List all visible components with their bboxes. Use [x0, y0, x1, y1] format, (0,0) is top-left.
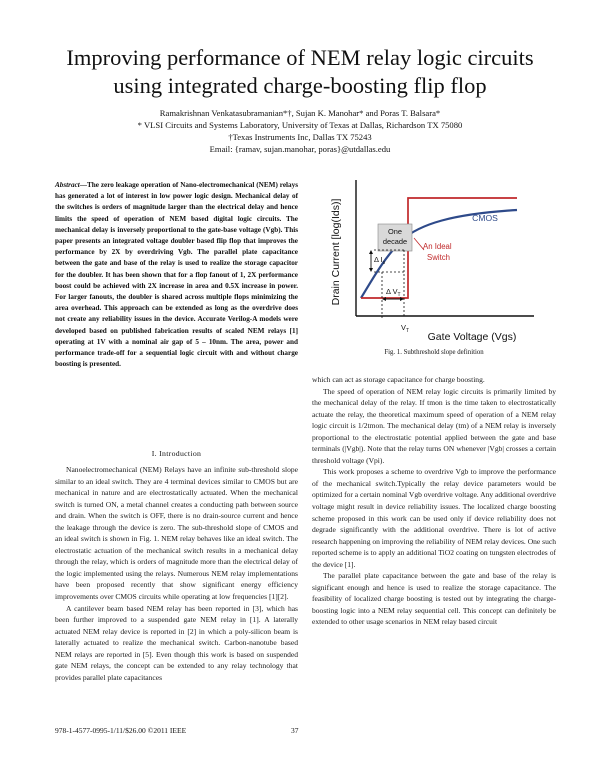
abstract-text: —The zero leakage operation of Nano-electromechanical (NEM) relays has generated a lot of interest in low power logic design. Mechanical delay of the switches is orders of magnitude larger than the electrical delay and hence limits the speed of operation of NEM based digital logic circuits. The mechanical delay is inversely proportional to the gate-base voltage (Vgb). This paper presents an integrated voltage doubler based flip flop that improves the performance by 2X by overdriving Vgb. The parallel plate capacitance between the gate and base of the relay is used to realize the storage capacitor for the doubler. It has been shown that for a flop fanout of 1, 2X performance boost could be achieved with 2X increase in area and 0.5X increase in power. For larger fanouts, the doubler is shared across multiple flops minimizing the area overhead. This approach can be extended as long as the overdrive does not create any reliability issues in the device. Accurate Verilog-A models were developed based on published fabrication results of scaled NEM relays [1] operating at 1V with a nominal air gap of 5 – 10nm. The area, power and performance trade-off for a sequential logic circuit with and without charge boosting is presented. [55, 181, 298, 369]
delta-v-main: Δ V [386, 287, 398, 296]
paragraph: which can act as storage capacitance for charge boosting. [312, 375, 485, 384]
author-list: Ramakrishnan Venkatasubramanian*†, Sujan K. Manohar* and Poras T. Balsara* [159, 108, 441, 118]
delta-i-main: Δ I [374, 255, 383, 264]
delta-i-label [374, 255, 386, 266]
paragraph: A cantilever beam based NEM relay has been reported in [3], which has been further improved to a suspended gate NEM relay in [1]. A laterally actuated NEM relay device is reported in [2] in which a poly-silicon beam is laterally actuated to realize the mechanical switch. Carbon-nanotube based NEM relays are reported in [5]. Even though this work is based on suspended gate NEM relays, the concept can be extended to any relay technology that provides parallel plate capacitances [55, 603, 298, 682]
decade-label-1: One [388, 227, 402, 236]
vt-sub: T [405, 328, 409, 334]
section-heading: I. Introduction [151, 449, 202, 458]
page-number: 37 [291, 726, 299, 735]
delta-i-sub: s [382, 260, 386, 266]
left-column-body [55, 464, 298, 683]
arrow-head [369, 250, 373, 254]
ideal-label-2: Switch [427, 253, 450, 262]
title-line-2: using integrated charge-boosting flip flop [113, 73, 487, 98]
paragraph: Nanoelectromechanical (NEM) Relays have an infinite sub-threshold slope similar to an ideal switch. They are 4 terminal devices similar to CMOS but are mechanical in nature and are electrostatically actuated. When the mechanical switch is turned ON, a metal channel creates a conducting path between source and drain. When the switch is OFF, there is no drain-source current and hence the leakage through the device is zero. The sub-threshold slope of CMOS and an ideal switch is shown in Fig. 1. NEM relay behaves like an ideal switch. The electrostatic actuation of the mechanical switch results in a mechanical delay through the relay, which is orders of magnitude more than the electrical delay of the logic implemented using the relays. Numerous NEM relay implementations have been proposed recently that show significant energy efficiency improvements over CMOS circuits while operating at low frequencies [1][2]. [55, 465, 298, 602]
figure-ylabel: Drain Current [log(Ids)] [330, 198, 342, 306]
paragraph: The speed of operation of NEM relay logic circuits is primarily limited by the mechanical delay of the relay. If tmon is the time taken to electrostatically actuate the relay, the theoretical maximum speed of operation of a NEM relay logic circuit is 1/2tmon. The mechanical delay (tm) of a NEM relay is inversely proportional to the electrostatic potential applied between the gate and base terminals (|Vgb|). Note that the relay turns ON whenever |Vgb| crosses a certain threshold voltage (Vpi). [312, 386, 556, 465]
abstract-label: Abstract [55, 181, 80, 189]
title-line-1: Improving performance of NEM relay logic circuits [66, 45, 534, 70]
delta-v-sub: T [397, 292, 401, 298]
paragraph: This work proposes a scheme to overdrive Vgb to improve the performance of the mechanical switch.Typically the relay device parameters would be optimized for a certain nominal Vgb overdrive voltage. Any additional overdrive voltage might result in device reliability issues. The localized charge boosting scheme proposed in this work can be used only if device reliability does not degrade significantly with the additional overdrive. There is lot of active research happening on improving the reliability of NEM relay devices. One such reported scheme is to apply an additional TiO2 coating on tungsten electrodes of the device [1]. [312, 467, 557, 569]
paper-title [30, 44, 570, 100]
right-column-body [312, 374, 556, 628]
abstract [55, 180, 298, 370]
figure-subthreshold-slope [312, 170, 556, 346]
figure-xlabel: Gate Voltage (Vgs) [427, 331, 517, 343]
decade-label-2: decade [382, 237, 408, 246]
footer-copyright: 978-1-4577-0995-1/11/$26.00 ©2011 IEEE [55, 726, 187, 735]
vt-label [401, 323, 409, 334]
author-email: Email: {ramav, sujan.manohar, poras}@utdallas.edu [209, 144, 391, 154]
affiliation-2: †Texas Instruments Inc, Dallas TX 75243 [228, 132, 372, 142]
delta-v-label [386, 287, 401, 298]
vt-main: V [401, 323, 406, 332]
paragraph: The parallel plate capacitance between the gate and base of the relay is significant enough and hence is used to realize the storage capacitance. The feasibility of localized charge boosting is tested out by integrating the charge-boosting logic into a NEM relay sequential cell. This concept can definitely be extended to other usage scenarios in NEM relay based circuit [312, 571, 556, 627]
ideal-label-1: An Ideal [423, 242, 452, 251]
cmos-label: CMOS [472, 213, 498, 223]
figure-caption: Fig. 1. Subthreshold slope definition [384, 349, 484, 356]
affiliation-1: * VLSI Circuits and Systems Laboratory, University of Texas at Dallas, Richardson TX 75080 [137, 120, 463, 130]
arrow-head [369, 268, 373, 272]
